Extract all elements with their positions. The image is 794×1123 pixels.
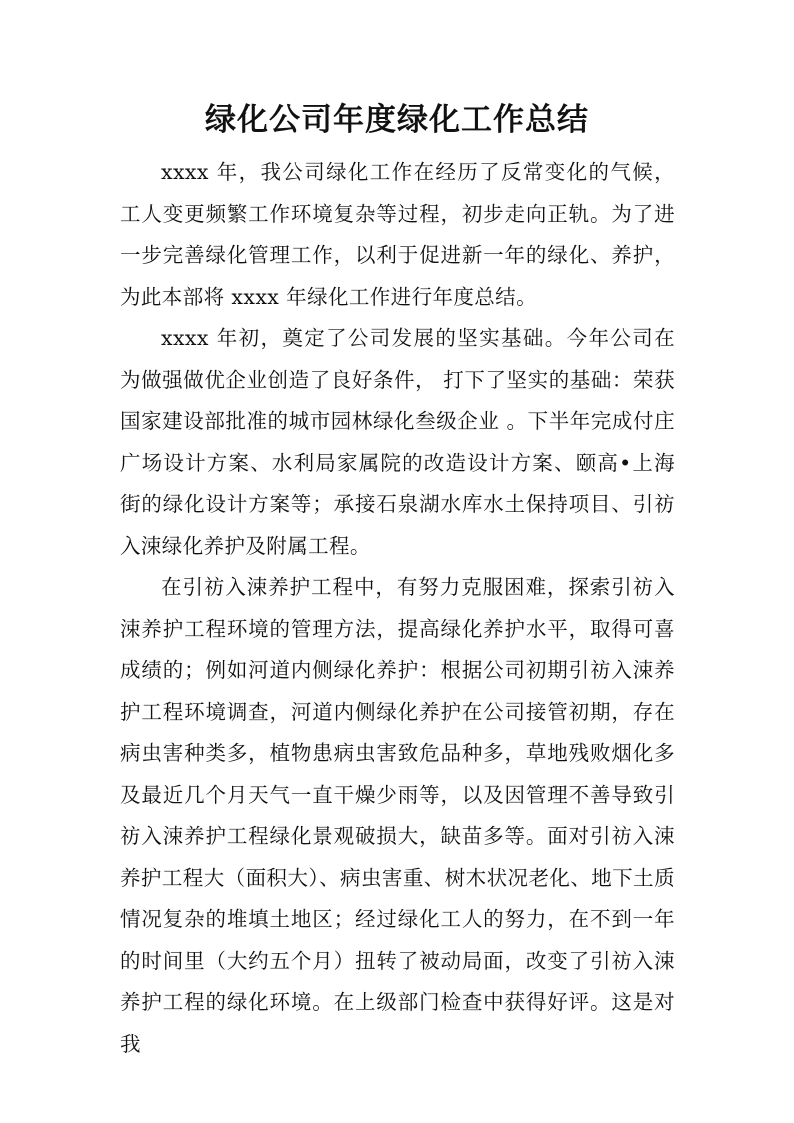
paragraph-maintenance-project: 在引祊入涑养护工程中，有努力克服困难，探索引祊入涑养护工程环境的管理方法，提高绿化养护水平，取得可喜成绩的；例如河道内侧绿化养护：根据公司初期引祊入涑养护工程环境调查，河道内侧绿化养护在公司接管初期，存在病虫害种类多，植物患病虫害致危品种多，草地残败烟化多及最近几个月天气一直干燥少雨等，以及因管理不善导致引祊入涑养护工程绿化景观破损大，缺苗多等。面对引祊入涑养护工程大（面积大）、病虫害重、树木状况老化、地下土质情况复杂的堆填土地区；经过绿化工人的努力，在不到一年的时间里（大约五个月）扭转了被动局面，改变了引祊入涑养护工程的绿化环境。在上级部门检查中获得好评。这是对我 bbox=[120, 575, 675, 1056]
paragraph-achievements: xxxx 年初，奠定了公司发展的坚实基础。今年公司在为做强做优企业创造了良好条件， 打下了坚实的基础：荣获国家建设部批准的城市园林绿化叁级企业 。下半年完成付庄广场设计方案、水利局家属院的改造设计方案、颐高•上海街的绿化设计方案等；承接石泉湖水库水土保持项目、引祊入涑绿化养护及附属工程。 bbox=[120, 326, 675, 558]
document-title: 绿化公司年度绿化工作总结 bbox=[205, 102, 589, 138]
document-body bbox=[120, 152, 675, 1065]
paragraph-intro: xxxx 年，我公司绿化工作在经历了反常变化的气候，工人变更频繁工作环境复杂等过程，初步走向正轨。为了进一步完善绿化管理工作，以利于促进新一年的绿化、养护，为此本部将 xxxx 年绿化工作进行年度总结。 bbox=[120, 160, 675, 309]
